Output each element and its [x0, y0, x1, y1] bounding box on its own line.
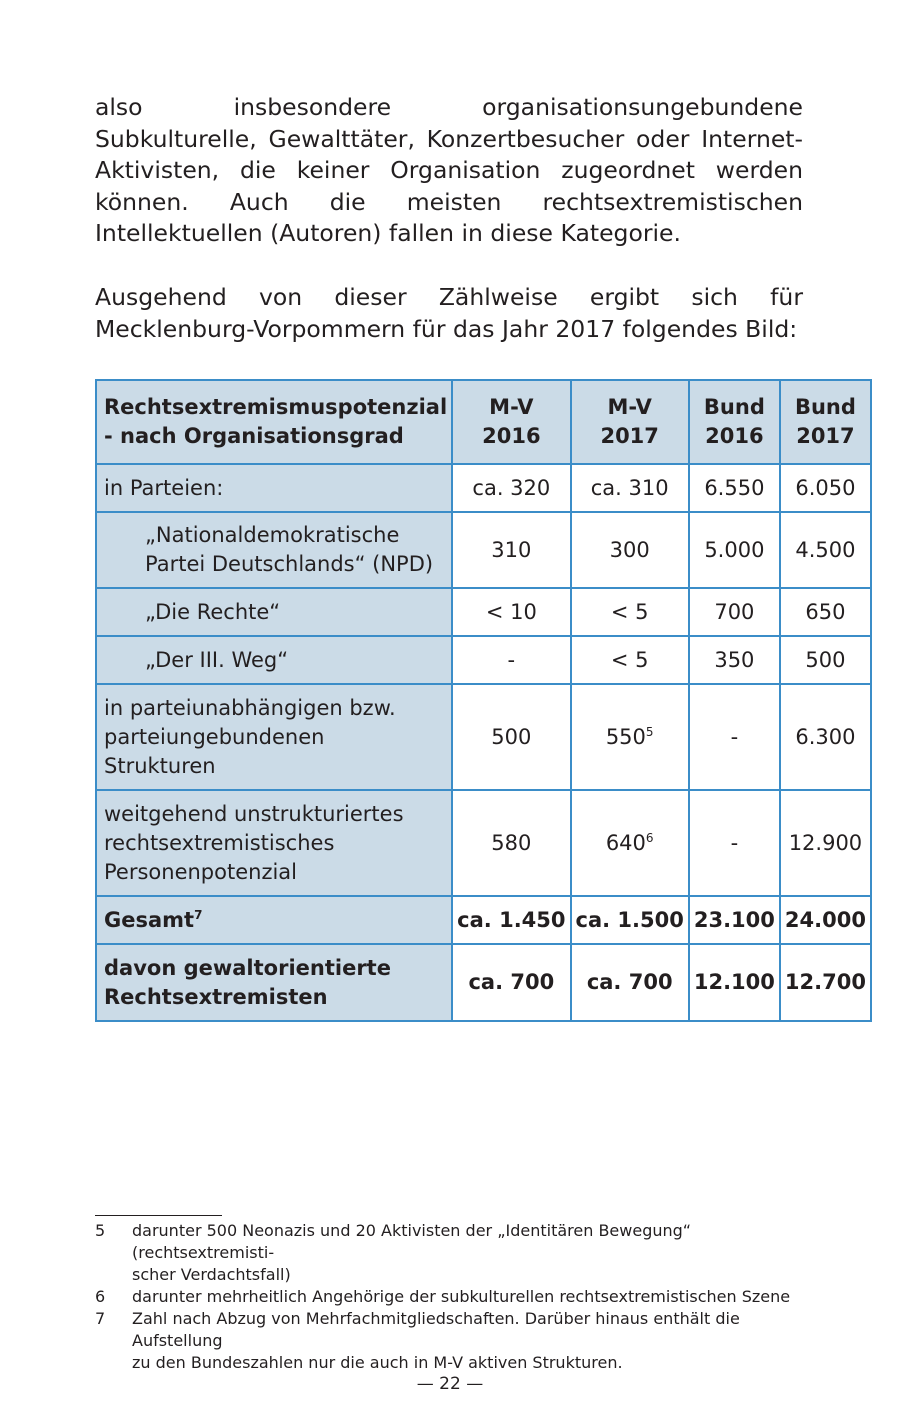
- row-label-line: Strukturen: [104, 753, 216, 778]
- potential-table: [95, 379, 872, 1022]
- cell-value: < 10: [452, 588, 570, 636]
- cell-value: [571, 790, 689, 896]
- footnote-ref: 7: [194, 907, 203, 922]
- row-label: [96, 896, 452, 944]
- footnote-number: 5: [95, 1221, 106, 1240]
- footnote-text: [132, 1286, 807, 1308]
- header-line: Bund: [794, 395, 856, 419]
- total-row: [96, 896, 871, 944]
- page-number: — 22 —: [416, 1374, 484, 1394]
- footnote-line: darunter mehrheitlich Angehörige der subkulturellen rechtsextremistischen Szene: [132, 1287, 791, 1306]
- cell-value-text: 550: [605, 724, 646, 749]
- header-line: 2017: [600, 424, 659, 448]
- footnote: [95, 1308, 807, 1374]
- header-label-cell: [96, 380, 452, 464]
- table-row: [96, 512, 871, 588]
- cell-value: 580: [452, 790, 570, 896]
- table-row: [96, 588, 871, 636]
- row-label-line: rechtsextremistisches: [104, 830, 335, 855]
- violent-row: [96, 944, 871, 1021]
- row-label-line: davon gewaltorientierte: [104, 955, 391, 980]
- header-bund-2017: [780, 380, 871, 464]
- cell-value: 5.000: [689, 512, 780, 588]
- row-label-line: Personenpotenzial: [104, 859, 297, 884]
- row-label: [96, 684, 452, 790]
- row-label-line: „Nationaldemokratische: [145, 523, 400, 547]
- header-mv-2016: [452, 380, 570, 464]
- footnote-number: 7: [95, 1309, 106, 1328]
- header-mv-2017: [571, 380, 689, 464]
- cell-value: 12.900: [780, 790, 871, 896]
- header-line: M-V: [489, 395, 534, 419]
- cell-value: 500: [452, 684, 570, 790]
- cell-value: -: [689, 790, 780, 896]
- cell-value: 6.550: [689, 464, 780, 512]
- footnote-ref: 6: [645, 830, 654, 845]
- cell-value: < 5: [571, 588, 689, 636]
- cell-value: [571, 684, 689, 790]
- footnote-line: darunter 500 Neonazis und 20 Aktivisten der „Identitären Bewegung“ (rechtsextremisti-: [132, 1221, 692, 1262]
- cell-value: ca. 1.500: [571, 896, 689, 944]
- row-label: [96, 790, 452, 896]
- footnote-line: Zahl nach Abzug von Mehrfachmitgliedschaften. Darüber hinaus enthält die Aufstellung: [132, 1309, 740, 1350]
- row-label-line: parteiungebundenen: [104, 724, 325, 749]
- row-label-line: weitgehend unstrukturiertes: [104, 801, 404, 826]
- cell-value: 12.700: [780, 944, 871, 1021]
- footnote-line: scher Verdachtsfall): [132, 1265, 291, 1284]
- row-label: „Die Rechte“: [96, 588, 452, 636]
- row-label: in Parteien:: [96, 464, 452, 512]
- header-line: M-V: [607, 395, 652, 419]
- footnote-number: 6: [95, 1287, 106, 1306]
- cell-value: 350: [689, 636, 780, 684]
- lead-paragraph: Ausgehend von dieser Zählweise ergibt sich für Mecklenburg-Vorpommern für das Jahr 2017 folgendes Bild:: [95, 283, 803, 343]
- cell-value: ca. 310: [571, 464, 689, 512]
- header-line: 2016: [705, 424, 764, 448]
- cell-value: ca. 700: [452, 944, 570, 1021]
- header-line: Bund: [703, 395, 765, 419]
- cell-value: 23.100: [689, 896, 780, 944]
- cell-value: 6.050: [780, 464, 871, 512]
- cell-value: 4.500: [780, 512, 871, 588]
- cell-value: ca. 1.450: [452, 896, 570, 944]
- header-bund-2016: [689, 380, 780, 464]
- row-label-text: Gesamt: [104, 907, 195, 932]
- cell-value: 500: [780, 636, 871, 684]
- footnote-line: zu den Bundeszahlen nur die auch in M-V aktiven Strukturen.: [132, 1353, 623, 1372]
- table-row: [96, 464, 871, 512]
- footnote-text: [132, 1308, 807, 1374]
- cell-value: 310: [452, 512, 570, 588]
- cell-value: 6.300: [780, 684, 871, 790]
- cell-value: 700: [689, 588, 780, 636]
- header-line: 2016: [482, 424, 541, 448]
- cell-value: -: [452, 636, 570, 684]
- cell-value: -: [689, 684, 780, 790]
- row-label-line: in parteiunabhängigen bzw.: [104, 695, 396, 720]
- cell-value: ca. 320: [452, 464, 570, 512]
- footnote-text: [132, 1220, 807, 1286]
- row-label: [96, 944, 452, 1021]
- cell-value-text: 640: [605, 830, 646, 855]
- footnote: [95, 1220, 807, 1286]
- footnote: [95, 1286, 807, 1308]
- footnote-divider: [95, 1215, 222, 1216]
- cell-value: < 5: [571, 636, 689, 684]
- footnotes: [95, 1220, 807, 1374]
- cell-value: 24.000: [780, 896, 871, 944]
- header-label-line: - nach Organisationsgrad: [104, 424, 404, 448]
- cell-value: 12.100: [689, 944, 780, 1021]
- table-row: [96, 684, 871, 790]
- table-header-row: [96, 380, 871, 464]
- cell-value: ca. 700: [571, 944, 689, 1021]
- row-label-line: Rechtsextremisten: [104, 984, 328, 1009]
- header-label-line: Rechtsextremismuspotenzial: [104, 395, 448, 419]
- row-label: [96, 512, 452, 588]
- intro-paragraph: also insbesondere organisationsungebundene Subkulturelle, Gewalttäter, Konzertbesucher oder Internet-Aktivisten, die keiner Organisation zugeordnet werden können. Auch die meisten rechtsextremistischen Intellektuellen (Autoren) fallen in diese Kategorie.: [95, 93, 803, 247]
- cell-value: 300: [571, 512, 689, 588]
- row-label: „Der III. Weg“: [96, 636, 452, 684]
- row-label-line: Partei Deutschlands“ (NPD): [145, 552, 434, 576]
- cell-value: 650: [780, 588, 871, 636]
- table-row: [96, 636, 871, 684]
- header-line: 2017: [796, 424, 855, 448]
- table-row: [96, 790, 871, 896]
- footnote-ref: 5: [645, 724, 654, 739]
